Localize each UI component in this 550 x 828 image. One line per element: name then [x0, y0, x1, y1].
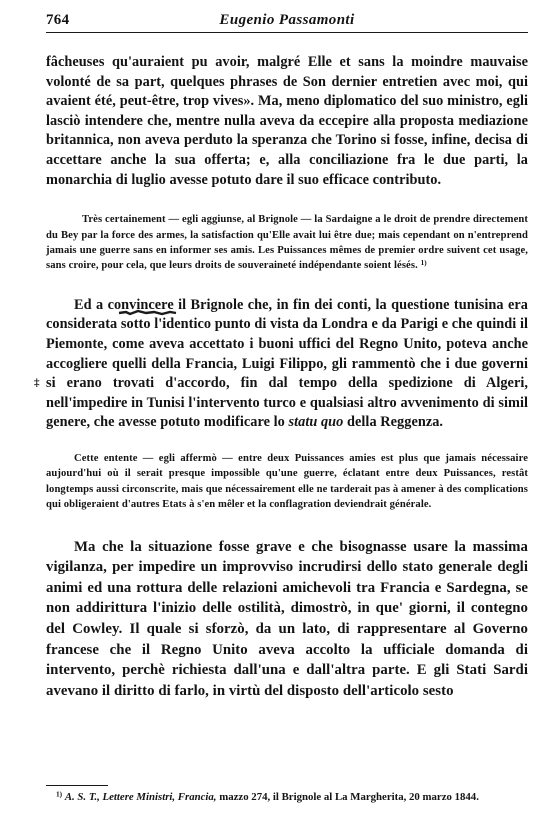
- running-head: Eugenio Passamonti: [219, 12, 355, 28]
- page-header: [46, 10, 528, 33]
- quote-1-text: Très certainement — egli aggiunse, al Brignole — la Sardaigne a le droit de prendre directement du Bey par la force des armes, la satisfaction qu'Elle avait lui être due; mais cependant on n'entreprend jamais une guerre sans en informer ses amis. Les Puissances mêmes de premier ordre suivent cet usage, sans croire, pour cela, que leurs droits de souveraineté indépendante soient lésés.: [46, 214, 528, 272]
- footnote-rest: mazzo 274, il Brignole al La Margherita, 20 marzo 1844.: [216, 791, 479, 803]
- paragraph-3: Ma che la situazione fosse grave e che bisognasse usare la massima vigilanza, per impedire un improvviso incrudirsi dello stato generale degli animi ed una rottura delle relazioni amichevoli tra Francia e Sardegna, se non addirittura l'inizio delle ostilità, dimostrò, in que' giorni, il contegno del Cowley. Il quale si sforzò, da un lato, di rappresentare al Governo francese che il Regno Unito aveva accolto la ufficiale domanda di intervento, perchè richiesta dall'una e dall'altra parte. E gli Stati Sardi avevano il diritto di farlo, in virtù del disposto dell'articolo sesto: [46, 538, 528, 699]
- ink-underline-mark: [118, 308, 178, 316]
- paragraph-2-text: Ed a convincere il Brignole che, in fin dei conti, la questione tunisina era considerata sotto l'identico punto di vista da Londra e da Parigi e che quindi il Piemonte, come aveva accettato i buoni uffici del Regno Unito, poteva anche accogliere quelli della Francia, Luigi Filippo, gli rammentò che i due governi si erano trovati d'accordo, fin dal tempo della spedizione di Algeri, nell'impedire in Tunisi l'intervento turco e qualsiasi altro avvenimento di simil genere, che avesse potuto modificare lo: [46, 296, 528, 431]
- footnote-mark: 1): [56, 789, 63, 799]
- footnote-series: Lettere Ministri, Francia,: [102, 791, 217, 803]
- page: [46, 10, 528, 701]
- paragraph-2-italic: statu quo: [288, 414, 344, 431]
- page-number: 764: [46, 12, 70, 28]
- footnote: [46, 789, 528, 805]
- margin-mark: ‡: [34, 377, 40, 389]
- paragraph-1: fâcheuses qu'auraient pu avoir, malgré Elle et sans la moindre mauvaise volonté de sa part, quelques phrases de Son dernier entretien avec moi, qui avaient été, peut-être, trop vives». Ma, meno diplomatico del suo ministro, egli lasciò intendere che, mentre nulla aveva da eccepire alla proposta mediazione britannica, non aveva perduto la speranza che Torino si fosse, infine, decisa di accettare anche la sua offerta; e, alla conciliazione fra le due parti, la monarchia di luglio avesse potuto dare il suo efficace contributo.: [46, 54, 528, 188]
- paragraph-2-tail: della Reggenza.: [343, 414, 444, 431]
- quote-1: [46, 212, 528, 274]
- footnote-rule: [46, 785, 108, 786]
- paragraph-2: [46, 296, 528, 433]
- quote-2: Cette entente — egli affermò — entre deux Puissances amies est plus que jamais nécessaire aujourd'hui où il serait presque impossible qu'une guerre, éclatant entre deux Puissances, restât longtemps aussi circonscrite, mais que nécessairement elle ne tarderait pas à amener à des complications qui obligeraient d'autres Etats à s'en mêler et la conflagration deviendrait générale.: [46, 452, 528, 511]
- quote-1-note-ref: 1): [420, 259, 427, 268]
- footnote-source: A. S. T.,: [64, 791, 100, 803]
